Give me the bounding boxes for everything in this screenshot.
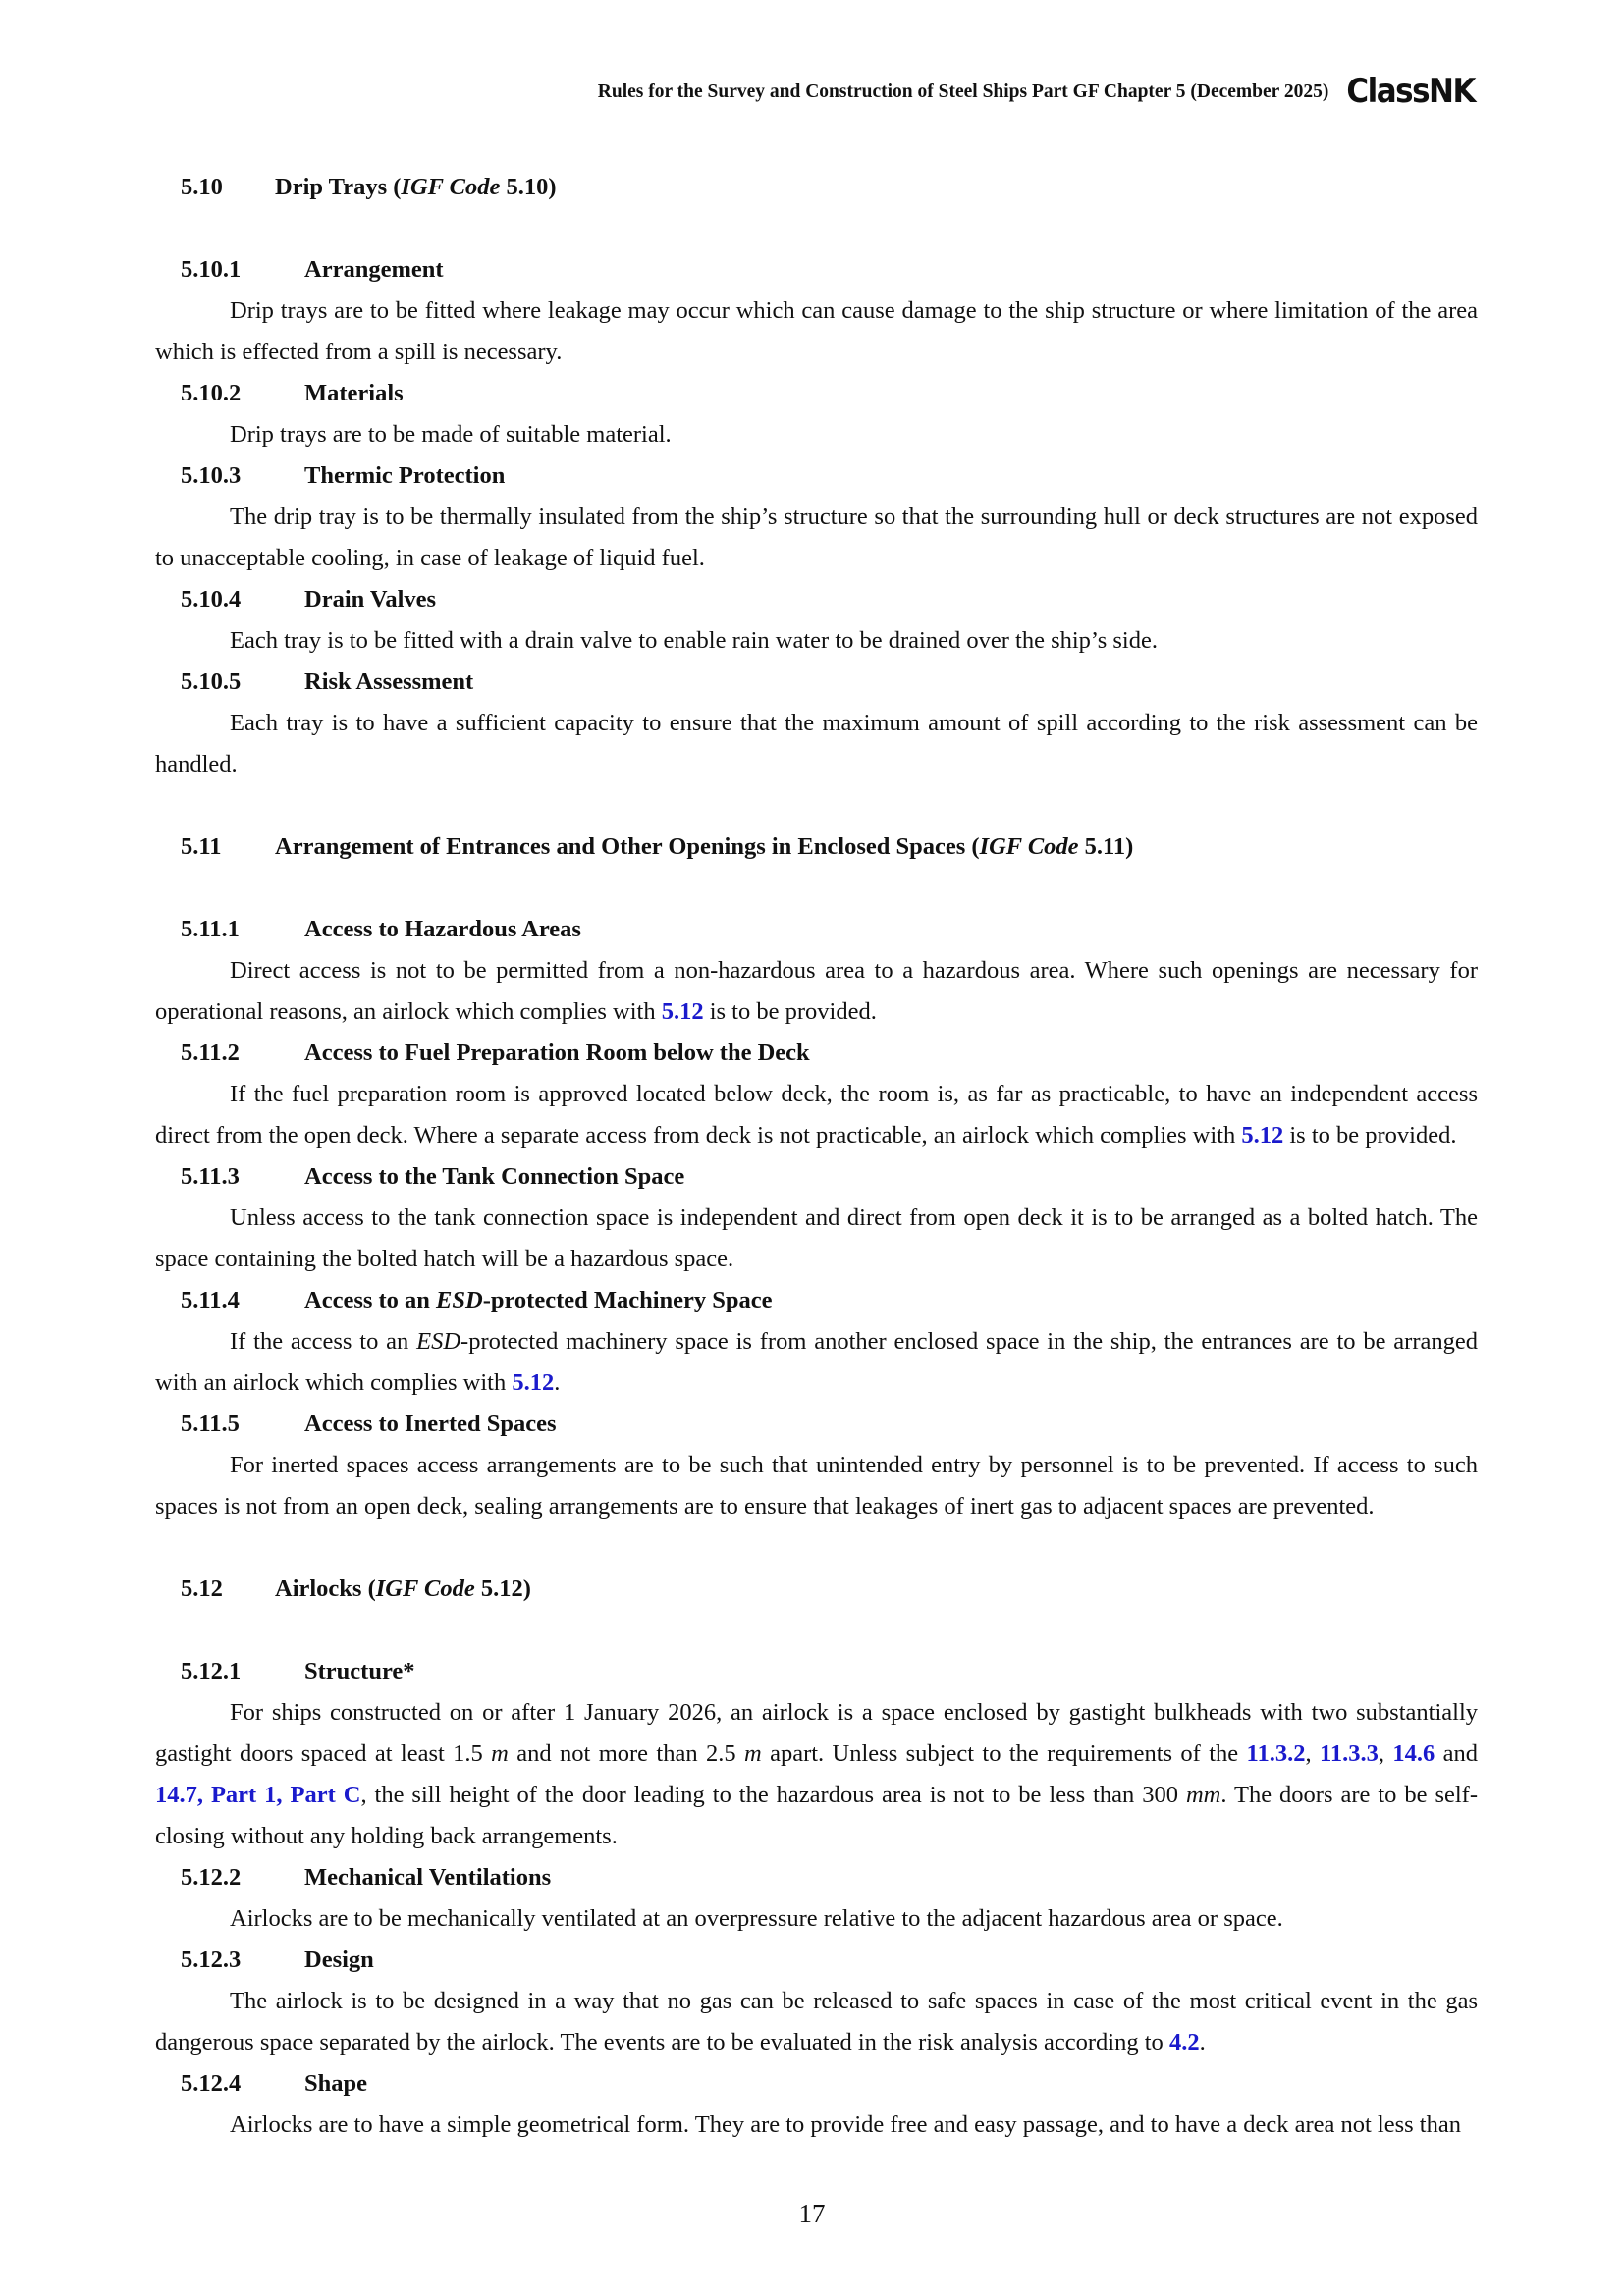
classnk-logo: ClassNK <box>1346 72 1475 111</box>
section-heading-5-12 <box>155 1569 1478 1610</box>
subsection-number: 5.11.3 <box>181 1163 240 1190</box>
subsection-number: 5.10.2 <box>181 380 242 406</box>
section-number: 5.11 <box>181 833 222 860</box>
subsection-title: Mechanical Ventilations <box>304 1864 552 1891</box>
page-header <box>0 72 1475 111</box>
subsection-heading-5-11-3 <box>155 1156 1478 1198</box>
paragraph-text: For ships constructed on or after 1 January 2026, an airlock is a space enclosed by gastight bulkheads with two substantially gastight doors spaced at least 1.5 <box>155 1699 1478 1767</box>
paragraph-5-12-3 <box>155 1981 1478 2063</box>
paragraph-text: -protected machinery space is from another enclosed space in the ship, the entrances are to be arranged with an airlock which complies with <box>155 1328 1478 1396</box>
subsection-number: 5.10.5 <box>181 668 242 695</box>
subsection-title: Drain Valves <box>304 586 437 613</box>
subsection-heading-5-10-3 <box>155 455 1478 497</box>
subsection-title: Access to the Tank Connection Space <box>304 1163 685 1190</box>
document-title: Rules for the Survey and Construction of Steel Ships Part GF Chapter 5 (December 2025) <box>597 80 1329 102</box>
subsection-heading-5-11-1 <box>155 909 1478 950</box>
paragraph-5-10-4: Each tray is to be fitted with a drain valve to enable rain water to be drained over the ship’s side. <box>230 627 1158 654</box>
paragraph-text: , <box>1305 1740 1320 1767</box>
subsection-heading-5-11-4 <box>155 1280 1478 1321</box>
code-reference: 5.12) <box>474 1575 531 1602</box>
paragraph-text: and <box>1435 1740 1479 1767</box>
section-heading-5-10 <box>155 167 1478 208</box>
subsection-title: Design <box>304 1947 374 1973</box>
link-5-12[interactable]: 5.12 <box>512 1369 555 1396</box>
paragraph-text: , the sill height of the door leading to the hazardous area is not to be less than 300 <box>360 1782 1186 1808</box>
paragraph-5-11-4 <box>155 1321 1478 1404</box>
paragraph-5-10-5: Each tray is to have a sufficient capacity to ensure that the maximum amount of spill according to the risk assessment can be handled. <box>155 710 1478 777</box>
paragraph-5-10-2: Drip trays are to be made of suitable material. <box>230 421 672 448</box>
subsection-heading-5-10-5 <box>155 662 1478 703</box>
subsection-heading-5-11-5 <box>155 1404 1478 1445</box>
section-title: Airlocks ( <box>275 1575 376 1602</box>
subsection-title: Access to Hazardous Areas <box>304 916 581 942</box>
subsection-title: Thermic Protection <box>304 462 506 489</box>
subsection-heading-5-10-2 <box>155 373 1478 414</box>
paragraph-text: and not more than 2.5 <box>508 1740 744 1767</box>
subsection-title: Risk Assessment <box>304 668 474 695</box>
subsection-heading-5-12-1 <box>155 1651 1478 1692</box>
subsection-title: Arrangement <box>304 256 444 283</box>
link-14-6[interactable]: 14.6 <box>1392 1740 1435 1767</box>
paragraph-text: . <box>1199 2029 1206 2056</box>
section-title: Arrangement of Entrances and Other Openings in Enclosed Spaces ( <box>275 833 980 860</box>
link-11-3-2[interactable]: 11.3.2 <box>1246 1740 1306 1767</box>
paragraph-text: , <box>1378 1740 1393 1767</box>
unit: mm <box>1185 1782 1221 1808</box>
code-name: IGF Code <box>375 1575 475 1602</box>
section-heading-5-11 <box>155 827 1478 868</box>
paragraph-5-10-3: The drip tray is to be thermally insulated from the ship’s structure so that the surrounding hull or deck structures are not exposed to unacceptable cooling, in case of leakage of liquid fuel. <box>155 504 1478 571</box>
section-number: 5.10 <box>181 174 223 200</box>
paragraph-text: is to be provided. <box>1283 1122 1457 1148</box>
code-reference: 5.11) <box>1078 833 1134 860</box>
subsection-title-italic: ESD <box>436 1287 483 1313</box>
paragraph-5-11-3: Unless access to the tank connection space is independent and direct from open deck it is to be arranged as a bolted hatch. The space containing the bolted hatch will be a hazardous space. <box>155 1204 1478 1272</box>
subsection-number: 5.12.1 <box>181 1658 242 1684</box>
paragraph-italic: ESD <box>416 1328 461 1355</box>
paragraph-5-11-5: For inerted spaces access arrangements are to be such that unintended entry by personnel is to be prevented. If access to such spaces is not from an open deck, sealing arrangements are to ensure that leakages of inert gas to adjacent spaces are prevented. <box>155 1452 1478 1520</box>
unit: m <box>491 1740 509 1767</box>
paragraph-text: If the fuel preparation room is approved located below deck, the room is, as far as practicable, to have an independent access direct from the open deck. Where a separate access from deck is not practicable, an airlock which complies with <box>155 1081 1478 1148</box>
subsection-number: 5.11.1 <box>181 916 240 942</box>
section-number: 5.12 <box>181 1575 223 1602</box>
section-title: Drip Trays ( <box>275 174 402 200</box>
subsection-title: Access to Inerted Spaces <box>304 1411 557 1437</box>
subsection-heading-5-10-4 <box>155 579 1478 620</box>
subsection-number: 5.11.2 <box>181 1040 240 1066</box>
paragraph-text: The airlock is to be designed in a way that no gas can be released to safe spaces in case of the most critical event in the gas dangerous space separated by the airlock. The events are to be evaluated in the risk analysis according to <box>155 1988 1478 2056</box>
subsection-title: -protected Machinery Space <box>482 1287 773 1313</box>
subsection-heading-5-12-4 <box>155 2063 1478 2105</box>
paragraph-text: is to be provided. <box>703 998 877 1025</box>
subsection-number: 5.10.3 <box>181 462 242 489</box>
page-number: 17 <box>798 2199 826 2228</box>
subsection-heading-5-12-3 <box>155 1940 1478 1981</box>
subsection-title: Structure* <box>304 1658 415 1684</box>
subsection-title: Materials <box>304 380 404 406</box>
link-14-7-part-1-part-c[interactable]: 14.7, Part 1, Part C <box>155 1782 361 1808</box>
paragraph-5-11-2 <box>155 1074 1478 1156</box>
subsection-heading-5-11-2 <box>155 1033 1478 1074</box>
paragraph-5-12-1 <box>155 1692 1478 1857</box>
subsection-number: 5.11.4 <box>181 1287 240 1313</box>
link-11-3-3[interactable]: 11.3.3 <box>1319 1740 1379 1767</box>
paragraph-text: . The doors are to be self-closing without any holding back arrangements. <box>155 1782 1478 1849</box>
subsection-number: 5.12.3 <box>181 1947 242 1973</box>
subsection-title: Access to Fuel Preparation Room below the Deck <box>304 1040 810 1066</box>
subsection-number: 5.12.4 <box>181 2070 242 2097</box>
subsection-title: Access to an <box>304 1287 437 1313</box>
paragraph-text: . <box>554 1369 561 1396</box>
paragraph-text: apart. Unless subject to the requirements of the <box>761 1740 1247 1767</box>
paragraph-5-12-4: Airlocks are to have a simple geometrical form. They are to provide free and easy passage, and to have a deck area not less than <box>230 2111 1461 2138</box>
subsection-number: 5.10.1 <box>181 256 242 283</box>
subsection-number: 5.12.2 <box>181 1864 242 1891</box>
unit: m <box>744 1740 762 1767</box>
paragraph-text: If the access to an <box>230 1328 417 1355</box>
subsection-heading-5-10-1 <box>155 249 1478 291</box>
link-5-12[interactable]: 5.12 <box>661 998 704 1025</box>
link-5-12[interactable]: 5.12 <box>1241 1122 1284 1148</box>
code-reference: 5.10) <box>500 174 557 200</box>
code-name: IGF Code <box>979 833 1079 860</box>
document-body <box>155 167 1478 2146</box>
paragraph-text: Direct access is not to be permitted from a non-hazardous area to a hazardous area. Where such openings are necessary for operational reasons, an airlock which complies with <box>155 957 1478 1025</box>
subsection-title: Shape <box>304 2070 368 2097</box>
link-4-2[interactable]: 4.2 <box>1168 2029 1200 2056</box>
subsection-number: 5.11.5 <box>181 1411 240 1437</box>
paragraph-5-11-1 <box>155 950 1478 1033</box>
paragraph-5-12-2: Airlocks are to be mechanically ventilated at an overpressure relative to the adjacent hazardous area or space. <box>230 1905 1283 1932</box>
subsection-heading-5-12-2 <box>155 1857 1478 1898</box>
paragraph-5-10-1: Drip trays are to be fitted where leakage may occur which can cause damage to the ship structure or where limitation of the area which is effected from a spill is necessary. <box>155 297 1478 365</box>
code-name: IGF Code <box>401 174 501 200</box>
subsection-number: 5.10.4 <box>181 586 242 613</box>
